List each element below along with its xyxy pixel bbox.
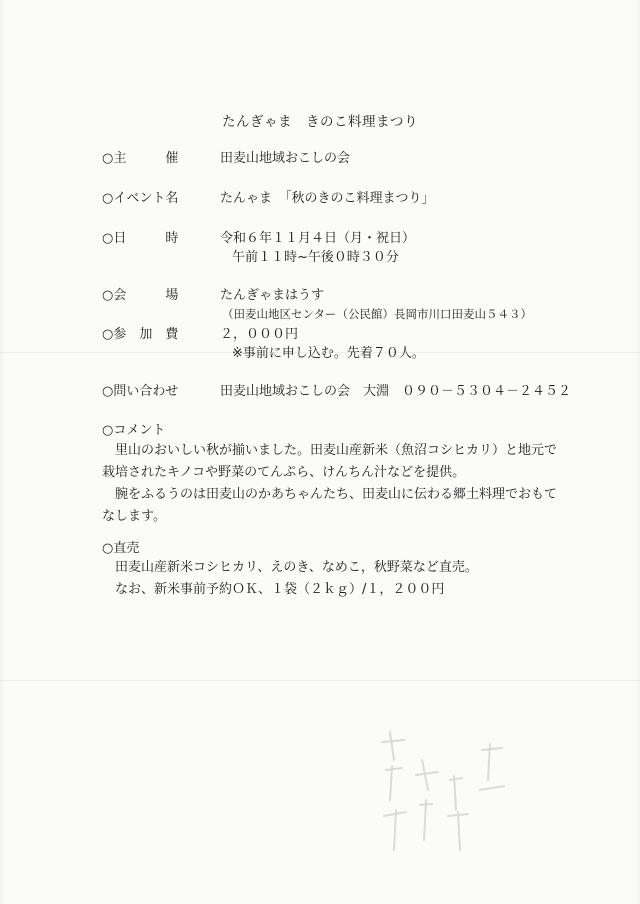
document-title: たんぎゃま きのこ料理まつり bbox=[222, 114, 418, 130]
contact-value: 田麦山地域おこしの会 大淵 ０９０－５３０４－２４５２ bbox=[220, 384, 572, 399]
datetime-time: 午前１１時~午後０時３０分 bbox=[232, 250, 399, 265]
venue-value: たんぎゃまはうす bbox=[220, 288, 325, 303]
fee-value: ２，０００円 bbox=[220, 327, 299, 342]
faint-handwriting-mark bbox=[372, 720, 522, 870]
sale-line: 田麦山産新米コシヒカリ、えのき、なめこ，秋野菜など直売。 bbox=[115, 560, 478, 575]
organizer-label: ○主 催 bbox=[102, 151, 179, 166]
venue-address: （田麦山地区センター（公民館）長岡市川口田麦山５４３） bbox=[222, 307, 533, 321]
comment-line: 里山のおいしい秋が揃いました。田麦山産新米（魚沼コシヒカリ）と地元で bbox=[115, 443, 558, 458]
datetime-label: ○日 時 bbox=[102, 231, 179, 246]
sale-body bbox=[102, 557, 582, 601]
event-value: たんゃま 「秋のきのこ料理まつり」 bbox=[220, 191, 435, 206]
organizer-value: 田麦山地域おこしの会 bbox=[220, 151, 351, 166]
fee-label: ○参 加 費 bbox=[102, 327, 179, 342]
comment-line: 腕をふるうのは田麦山のかあちゃんたち、田麦山に伝わる郷土料理でおもて bbox=[115, 487, 558, 502]
fee-note: ※事前に申し込む。先着７０人。 bbox=[232, 346, 425, 361]
comment-line: なします。 bbox=[102, 509, 166, 524]
event-label: ○イベント名 bbox=[102, 191, 179, 206]
sale-line: なお、新米事前予約ＯＫ、１袋（２ｋｇ）/１，２００円 bbox=[115, 582, 445, 597]
paper-crease bbox=[0, 680, 640, 681]
sale-label: ○直売 bbox=[102, 541, 140, 556]
comment-line: 栽培されたキノコや野菜のてんぷら、けんちん汁などを提供。 bbox=[102, 465, 466, 480]
venue-label: ○会 場 bbox=[102, 288, 179, 303]
comment-label: ○コメント bbox=[102, 423, 166, 438]
contact-label: ○問い合わせ bbox=[102, 384, 179, 399]
comment-body bbox=[102, 440, 582, 528]
datetime-value: 令和６年１１月４日（月・祝日） bbox=[220, 231, 416, 246]
